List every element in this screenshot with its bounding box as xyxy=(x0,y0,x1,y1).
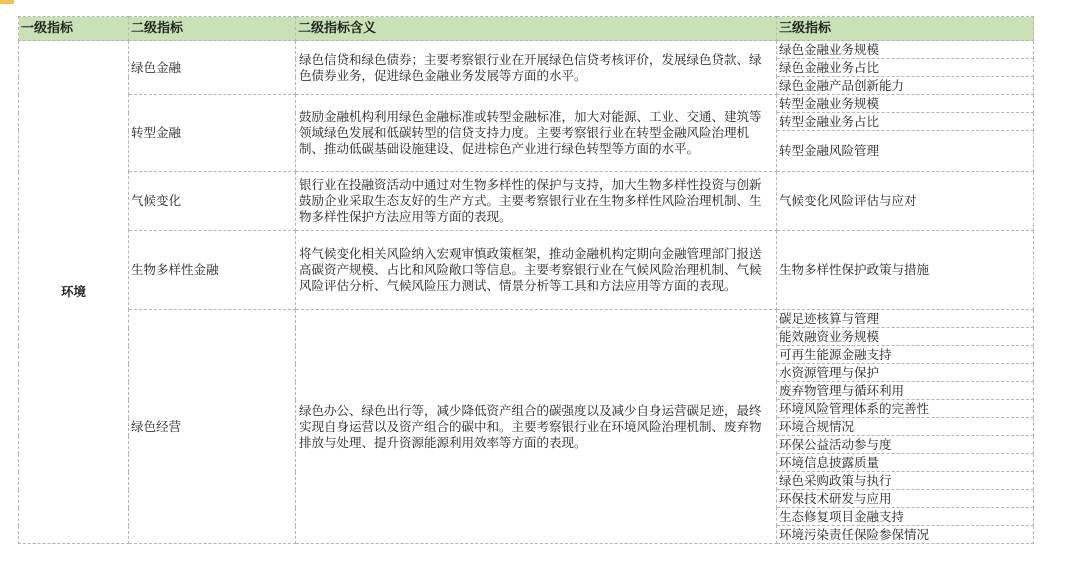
level3-cell: 环境信息披露质量 xyxy=(777,454,1034,472)
table-row xyxy=(19,95,1034,113)
corner-mark xyxy=(0,0,14,4)
level3-cell: 环保公益活动参与度 xyxy=(777,436,1034,454)
level3-cell: 绿色金融业务占比 xyxy=(777,59,1034,77)
level3-cell: 生物多样性保护政策与措施 xyxy=(777,231,1034,310)
description-cell: 绿色办公、绿色出行等，减少降低资产组合的碳强度以及减少自身运营碳足迹，最终实现自身运营以及资产组合的碳中和。主要考察银行业在环境风险治理机制、废弃物排放与处理、提升资源能源利用效率等方面的表现。 xyxy=(296,310,777,544)
level3-cell: 环境合规情况 xyxy=(777,418,1034,436)
level3-cell: 水资源管理与保护 xyxy=(777,364,1034,382)
level2-cell: 绿色经营 xyxy=(129,310,296,544)
level3-cell: 碳足迹核算与管理 xyxy=(777,310,1034,328)
header-level1: 一级指标 xyxy=(19,17,129,41)
level2-cell: 绿色金融 xyxy=(129,41,296,95)
description-cell: 银行业在投融资活动中通过对生物多样性的保护与支持，加大生物多样性投资与创新鼓励企业采取生态友好的生产方式。主要考察银行业在生物多样性风险治理机制、生物多样性保护方法应用等方面的表现。 xyxy=(296,172,777,231)
level2-cell: 气候变化 xyxy=(129,172,296,231)
header-level2-meaning: 二级指标含义 xyxy=(296,17,777,41)
level2-cell: 生物多样性金融 xyxy=(129,231,296,310)
table-header-row xyxy=(19,17,1034,41)
table-row xyxy=(19,231,1034,310)
level3-cell: 气候变化风险评估与应对 xyxy=(777,172,1034,231)
level3-cell: 可再生能源金融支持 xyxy=(777,346,1034,364)
level3-cell: 转型金融业务规模 xyxy=(777,95,1034,113)
level3-cell: 环保技术研发与应用 xyxy=(777,490,1034,508)
level3-cell: 环境污染责任保险参保情况 xyxy=(777,526,1034,544)
level3-cell: 绿色金融业务规模 xyxy=(777,41,1034,59)
header-level2: 二级指标 xyxy=(129,17,296,41)
esg-indicator-table xyxy=(18,16,1034,544)
header-level3: 三级指标 xyxy=(777,17,1034,41)
level2-cell: 转型金融 xyxy=(129,95,296,172)
level3-cell: 转型金融业务占比 xyxy=(777,113,1034,131)
description-cell: 绿色信贷和绿色债券；主要考察银行业在开展绿色信贷考核评价，发展绿色贷款、绿色债券业务，促进绿色金融业务发展等方面的水平。 xyxy=(296,41,777,95)
level3-cell: 绿色采购政策与执行 xyxy=(777,472,1034,490)
description-cell: 鼓励金融机构利用绿色金融标准或转型金融标准，加大对能源、工业、交通、建筑等领域绿色发展和低碳转型的信贷支持力度。主要考察银行业在转型金融风险治理机制、推动低碳基础设施建设、促进棕色产业进行绿色转型等方面的水平。 xyxy=(296,95,777,172)
table-row xyxy=(19,41,1034,59)
level3-cell: 生态修复项目金融支持 xyxy=(777,508,1034,526)
level3-cell: 环境风险管理体系的完善性 xyxy=(777,400,1034,418)
table-row xyxy=(19,172,1034,231)
level3-cell: 转型金融风险管理 xyxy=(777,131,1034,172)
level3-cell: 绿色金融产品创新能力 xyxy=(777,77,1034,95)
level3-cell: 废弃物管理与循环利用 xyxy=(777,382,1034,400)
level3-cell: 能效融资业务规模 xyxy=(777,328,1034,346)
table-row xyxy=(19,310,1034,328)
description-cell: 将气候变化相关风险纳入宏观审慎政策框架，推动金融机构定期向金融管理部门报送高碳资产规模、占比和风险敞口等信息。主要考察银行业在气候风险治理机制、气候风险评估分析、气候风险压力测试、情景分析等工具和方法应用等方面的表现。 xyxy=(296,231,777,310)
level1-cell: 环境 xyxy=(19,41,129,544)
